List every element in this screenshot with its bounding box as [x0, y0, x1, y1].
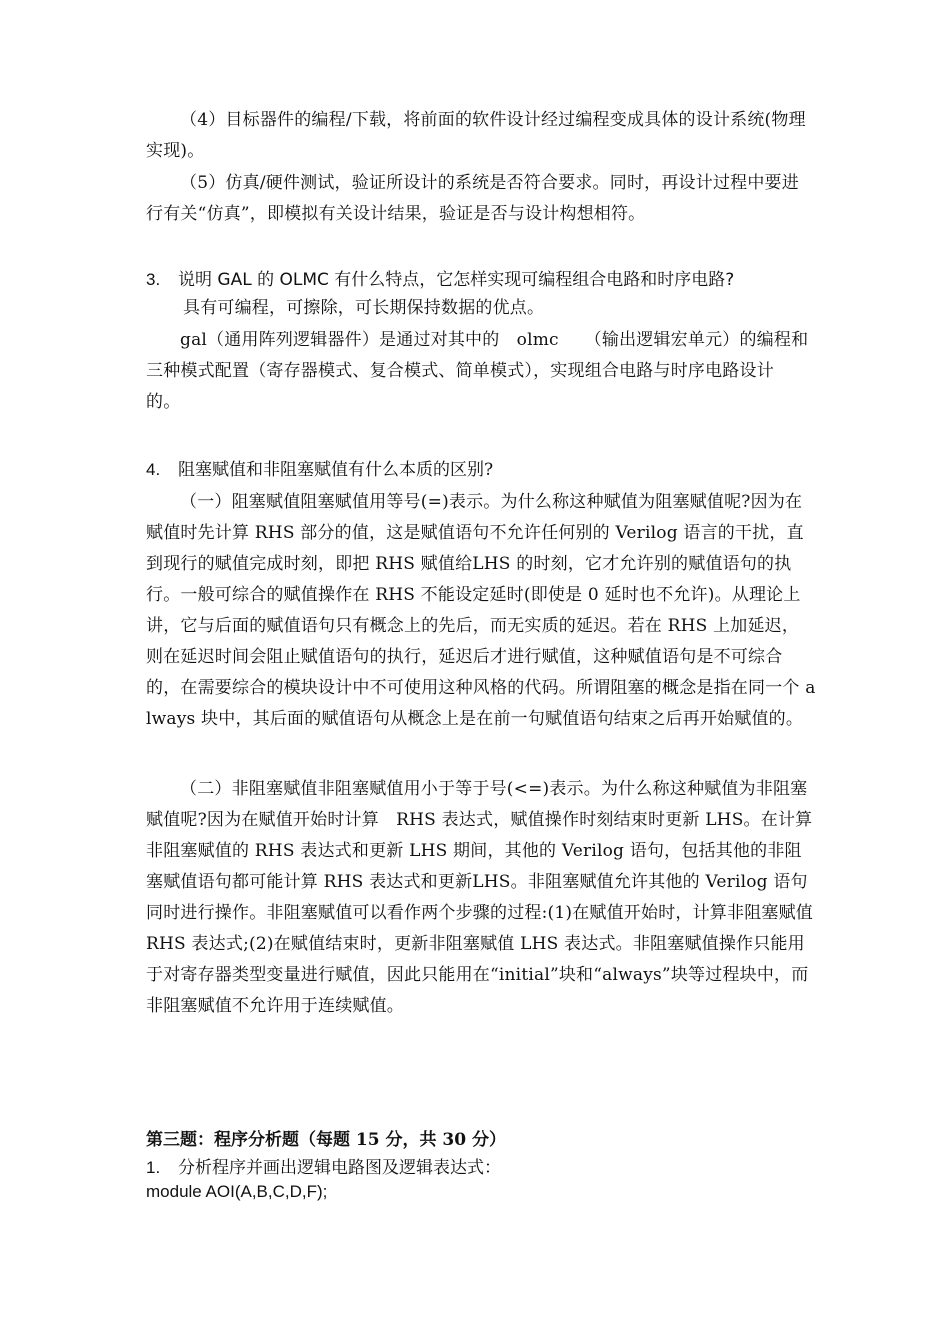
question-4-part1: （一）阻塞赋值阻塞赋值用等号(=)表示。为什么称这种赋值为阻塞赋值呢?因为在赋值时先计算 RHS 部分的值，这是赋值语句不允许任何别的 Verilog 语言的干扰，直到现行的赋值完成时刻，即把 RHS 赋值给LHS 的时刻，它才允许别的赋值语句的执行。一般可综合的赋值操作在 RHS 不能设定延时(即使是 0 延时也不允许)。从理论上讲，它与后面的赋值语句只有概念上的先后，而无实质的延迟。若在 RHS 上加延迟，则在延迟时间会阻止赋值语句的执行，延迟后才进行赋值，这种赋值语句是不可综合的，在需要综合的模块设计中不可使用这种风格的代码。所谓阻塞的概念是指在同一个 always 块中，其后面的赋值语句从概念上是在前一句赋值语句结束之后再开始赋值的。: [146, 492, 816, 729]
section-3-q1-number: 1.: [146, 1158, 161, 1177]
question-4-part2: （二）非阻塞赋值非阻塞赋值用小于等于号(<=)表示。为什么称这种赋值为非阻塞赋值呢?因为在赋值开始时计算 RHS 表达式，赋值操作时刻结束时更新 LHS。在计算非阻塞赋值的 RHS 表达式和更新 LHS 期间，其他的 Verilog 语句，包括其他的非阻塞赋值语句都可能计算 RHS 表达式和更新LHS。非阻塞赋值允许其他的 Verilog 语句同时进行操作。非阻塞赋值可以看作两个步骤的过程:(1)在赋值开始时，计算非阻塞赋值 RHS 表达式;(2)在赋值结束时，更新非阻塞赋值 LHS 表达式。非阻塞赋值操作只能用于对寄存器类型变量进行赋值，因此只能用在“initial”块和“always”块等过程块中，而非阻塞赋值不允许用于连续赋值。: [146, 779, 814, 1016]
question-4-number: 4.: [146, 460, 161, 479]
code-line-module: module AOI(A,B,C,D,F);: [146, 1182, 328, 1201]
paragraph-item4: （4）目标器件的编程/下载，将前面的软件设计经过编程变成具体的设计系统(物理实现)。: [146, 110, 806, 161]
question-3-text: 说明 GAL 的 OLMC 有什么特点，它怎样实现可编程组合电路和时序电路?: [178, 270, 735, 290]
question-3-answer-line2: gal（通用阵列逻辑器件）是通过对其中的 olmc （输出逻辑宏单元）的编程和三种模式配置（寄存器模式、复合模式、简单模式），实现组合电路与时序电路设计 的。: [146, 330, 809, 412]
section-3-question-1: [146, 1154, 816, 1182]
question-3-heading: [146, 266, 816, 294]
question-3-answer-line1: 具有可编程，可擦除，可长期保持数据的优点。: [183, 298, 545, 318]
question-4-heading: [146, 456, 816, 484]
section-3-title: 第三题：程序分析题（每题 15 分，共 30 分）: [146, 1130, 506, 1150]
section-3-q1-text: 分析程序并画出逻辑电路图及逻辑表达式：: [178, 1158, 501, 1178]
question-4-text: 阻塞赋值和非阻塞赋值有什么本质的区别?: [178, 460, 494, 480]
question-3-number: 3.: [146, 270, 161, 289]
paragraph-item5: （5）仿真/硬件测试，验证所设计的系统是否符合要求。同时，再设计过程中要进行有关“仿真”，即模拟有关设计结果，验证是否与设计构想相符。: [146, 173, 799, 224]
